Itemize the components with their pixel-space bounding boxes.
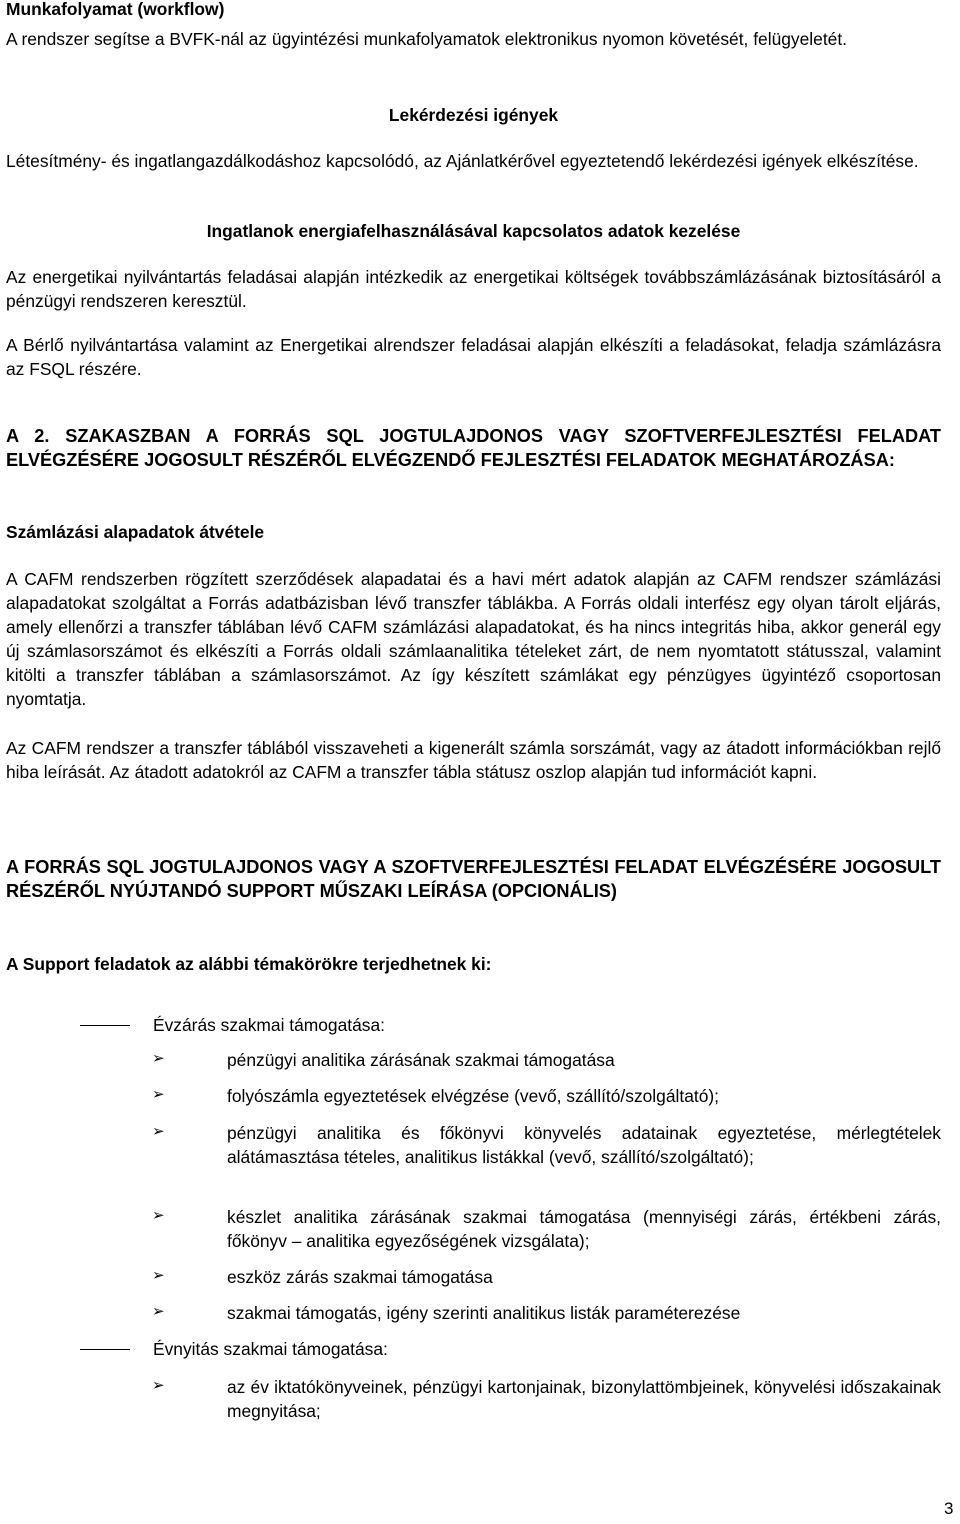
- stage2-heading: A 2. SZAKASZBAN A FORRÁS SQL JOGTULAJDONOS VAGY SZOFTVERFEJLESZTÉSI FELADAT ELVÉGZÉSÉRE JOGOSULT RÉSZÉRŐL ELVÉGZENDŐ FEJLESZTÉSI FELADATOK MEGHATÁROZÁSA:: [6, 426, 941, 470]
- workflow-heading: Munkafolyamat (workflow): [6, 0, 225, 19]
- billing-subheading: Számlázási alapadatok átvétele: [6, 522, 265, 542]
- list-item-text: eszköz zárás szakmai támogatása: [227, 1267, 493, 1287]
- queries-heading: Lekérdezési igények: [388, 105, 559, 125]
- list-item-text: folyószámla egyeztetések elvégzése (vevő, szállító/szolgáltató);: [227, 1086, 720, 1106]
- energy-heading: Ingatlanok energiafelhasználásával kapcsolatos adatok kezelése: [206, 221, 741, 241]
- billing-paragraph-2: Az CAFM rendszer a transzfer táblából visszaveheti a kigenerált számla sorszámát, vagy az átadott információkban rejlő hiba leírását. Az átadott adatokról az CAFM a transzfer tábla státusz oszlop alapján tud információt kapni.: [6, 738, 941, 782]
- group-title: Évzárás szakmai támogatása:: [153, 1015, 385, 1035]
- arrow-bullet-icon: ➢: [152, 1303, 165, 1320]
- arrow-bullet-icon: ➢: [152, 1267, 165, 1284]
- dash-marker: [80, 1025, 130, 1026]
- arrow-bullet-icon: ➢: [152, 1123, 165, 1140]
- queries-text: Létesítmény- és ingatlangazdálkodáshoz kapcsolódó, az Ajánlatkérővel egyeztetendő lekérdezési igények elkészítése.: [6, 151, 919, 171]
- list-item-text: pénzügyi analitika és főkönyvi könyvelés adatainak egyeztetése, mérlegtételek alátámasztása tételes, analitikus listákkal (vevő, szállító/szolgáltató);: [227, 1123, 941, 1167]
- arrow-bullet-icon: ➢: [152, 1377, 165, 1394]
- arrow-bullet-icon: ➢: [152, 1086, 165, 1103]
- list-item: [152, 1048, 941, 1072]
- list-item: [152, 1301, 941, 1325]
- dash-marker: [80, 1349, 130, 1350]
- energy-paragraph-2: A Bérlő nyilvántartása valamint az Energetikai alrendszer feladásai alapján elkészíti a feladásokat, feladja számlázásra az FSQL részére.: [6, 335, 941, 379]
- workflow-text: A rendszer segítse a BVFK-nál az ügyintézési munkafolyamatok elektronikus nyomon követését, felügyeletét.: [6, 29, 847, 49]
- arrow-bullet-icon: ➢: [152, 1050, 165, 1067]
- list-item: [152, 1375, 941, 1423]
- support-heading: A FORRÁS SQL JOGTULAJDONOS VAGY A SZOFTVERFEJLESZTÉSI FELADAT ELVÉGZÉSÉRE JOGOSULT RÉSZÉRŐL NYÚJTANDÓ SUPPORT MŰSZAKI LEÍRÁSA (OPCIONÁLIS): [6, 857, 941, 901]
- billing-paragraph-1: A CAFM rendszerben rögzített szerződések alapadatai és a havi mért adatok alapján az CAFM rendszer számlázási alapadatokat szolgáltat a Forrás adatbázisban lévő transzfer táblákba. A Forrás oldali interfész egy olyan tárolt eljárás, amely ellenőrzi a transzfer táblában lévő CAFM számlázási alapadatokat, és ha nincs integritás hiba, akkor generál egy új számlasorszámot és elkészíti a Forrás oldali számlaanalitika tételeket zárt, de nem nyomtatott státusszal, valamint kitölti a transzfer táblában a számlasorszámot. Az így készített számlákat egy pénzügyes ügyintéző csoportosan nyomtatja.: [6, 569, 941, 709]
- list-item-text: pénzügyi analitika zárásának szakmai támogatása: [227, 1050, 615, 1070]
- list-item-text: szakmai támogatás, igény szerinti analitikus listák paraméterezése: [227, 1303, 741, 1323]
- arrow-bullet-icon: ➢: [152, 1207, 165, 1224]
- year-open-group: [80, 1337, 941, 1361]
- year-end-close-group: [80, 1013, 941, 1037]
- list-item-text: az év iktatókönyveinek, pénzügyi kartonjainak, bizonylattömbjeinek, könyvelési időszakainak megnyitása;: [227, 1377, 941, 1421]
- list-item: [152, 1084, 941, 1108]
- list-item: [152, 1265, 941, 1289]
- page-number: 3: [944, 1499, 954, 1518]
- energy-paragraph-1: Az energetikai nyilvántartás feladásai alapján intézkedik az energetikai költségek továbbszámlázásának biztosításáról a pénzügyi rendszeren keresztül.: [6, 267, 941, 311]
- list-item: [152, 1205, 941, 1253]
- support-intro: A Support feladatok az alábbi témakörökre terjedhetnek ki:: [6, 954, 492, 974]
- group-title: Évnyitás szakmai támogatása:: [153, 1339, 388, 1359]
- list-item-text: készlet analitika zárásának szakmai támogatása (mennyiségi zárás, értékbeni zárás, főkönyv – analitika egyezőségének vizsgálata);: [227, 1207, 941, 1251]
- list-item: [152, 1121, 941, 1169]
